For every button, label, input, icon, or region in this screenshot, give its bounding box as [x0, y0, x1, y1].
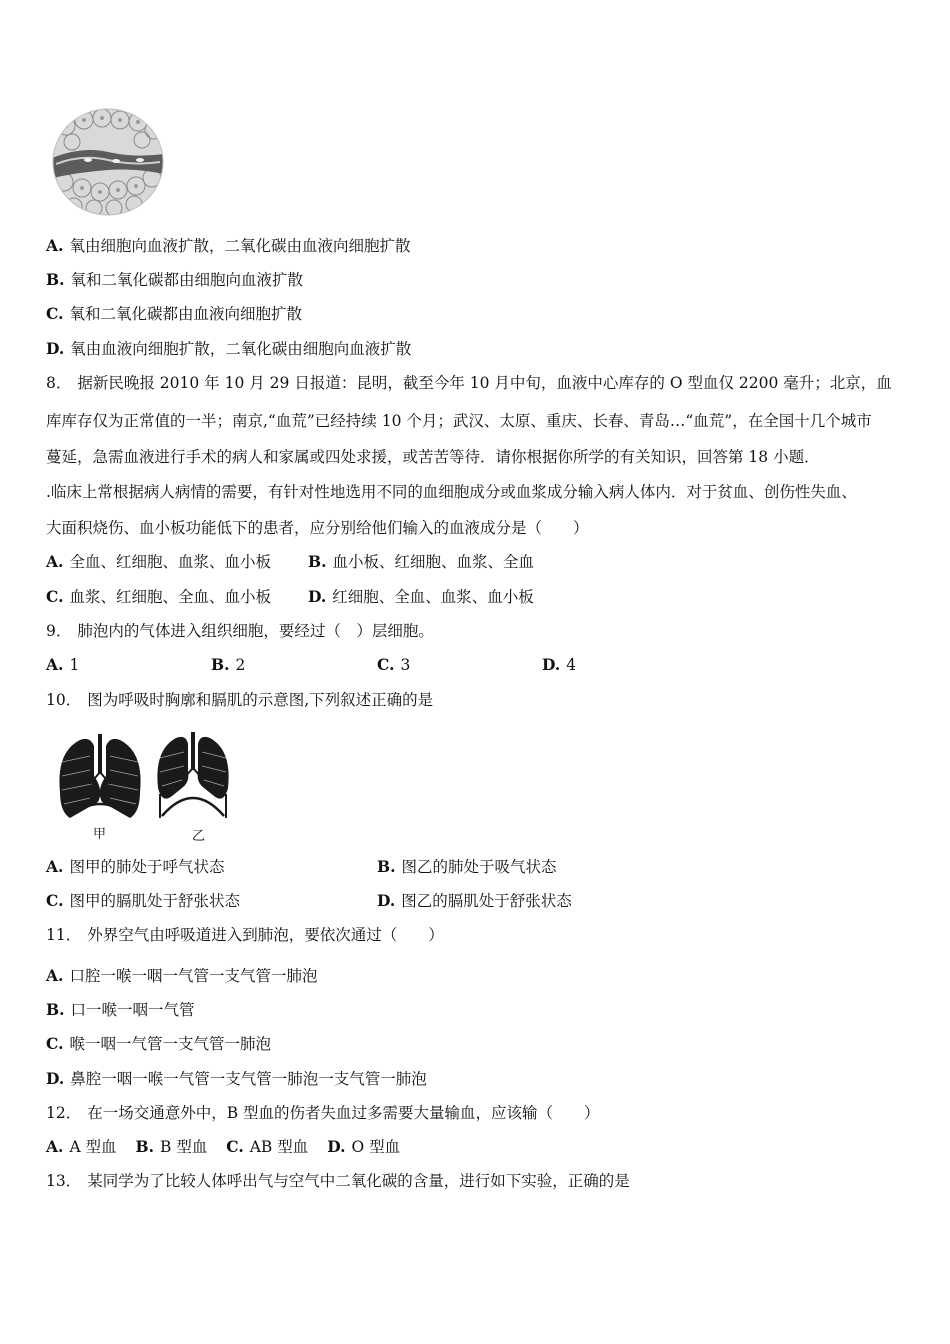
q12-stem: [46, 1103, 600, 1123]
q11-option-c[interactable]: [46, 1034, 271, 1054]
q7-option-a[interactable]: [46, 236, 410, 256]
q12-options-row: [46, 1137, 400, 1157]
q12-option-c[interactable]: [226, 1138, 308, 1156]
question-number: 13．: [46, 1172, 82, 1190]
option-text: 血浆、红细胞、全血、血小板: [69, 588, 271, 606]
q8-option-c[interactable]: [46, 587, 271, 607]
option-text: 图乙的肺处于吸气状态: [401, 858, 557, 876]
option-letter: A.: [46, 655, 64, 674]
thorax-diagram-yi: [157, 732, 228, 818]
thorax-diagram-jia: [59, 734, 140, 818]
q11-option-d[interactable]: [46, 1069, 427, 1089]
question-text: 在一场交通意外中，B 型血的伤者失血过多需要大量输血，应该输（ ）: [87, 1104, 600, 1122]
question-number: 9．: [46, 622, 72, 640]
option-text: 图甲的膈肌处于舒张状态: [69, 892, 240, 910]
option-text: 2: [235, 656, 246, 674]
option-letter: C.: [226, 1137, 244, 1156]
q8-option-b[interactable]: [308, 552, 534, 572]
figure-label-yi: 乙: [192, 829, 206, 844]
option-text: 氧由血液向细胞扩散，二氧化碳由细胞向血液扩散: [70, 340, 412, 358]
option-letter: C.: [46, 1034, 64, 1053]
option-text: 氧和二氧化碳都由血液向细胞扩散: [69, 305, 302, 323]
option-letter: B.: [46, 1000, 65, 1019]
micrograph-image: [52, 108, 164, 216]
option-text: 4: [566, 656, 577, 674]
option-text: 红细胞、全血、血浆、血小板: [332, 588, 534, 606]
question-text: 肺泡内的气体进入组织细胞，要经过（ ）层细胞。: [77, 622, 434, 640]
question-text: 据新民晚报 2010 年 10 月 29 日报道：昆明，截至今年 10 月中旬，血液中心库存的 O 型血仅 2200 毫升；北京，血: [77, 374, 892, 392]
option-text: 血小板、红细胞、血浆、全血: [332, 553, 535, 571]
q8-stem-line-4: .临床上常根据病人病情的需要，有针对性地选用不同的血细胞成分或血浆成分输入病人体内．对于贫血、创伤性失血、: [46, 483, 857, 501]
option-letter: A.: [46, 857, 64, 876]
option-letter: A.: [46, 1137, 64, 1156]
q12-option-d[interactable]: [327, 1138, 400, 1156]
option-text: O 型血: [351, 1138, 401, 1156]
q9-option-b[interactable]: [211, 655, 245, 675]
option-text: 图甲的肺处于呼气状态: [69, 858, 225, 876]
thorax-diagram: [50, 732, 240, 842]
q7-option-d[interactable]: [46, 339, 411, 359]
q11-stem: [46, 925, 444, 945]
option-letter: B.: [135, 1137, 154, 1156]
q8-option-a[interactable]: [46, 552, 271, 572]
option-letter: B.: [377, 857, 396, 876]
option-letter: D.: [377, 891, 396, 910]
option-text: 氧和二氧化碳都由细胞向血液扩散: [70, 271, 304, 289]
option-text: 图乙的膈肌处于舒张状态: [401, 892, 572, 910]
option-letter: C.: [377, 655, 395, 674]
question-text: 某同学为了比较人体呼出气与空气中二氧化碳的含量，进行如下实验，正确的是: [87, 1172, 630, 1190]
tissue-micrograph-figure: [52, 108, 164, 216]
option-text: 鼻腔一咽一喉一气管一支气管一肺泡一支气管一肺泡: [70, 1070, 427, 1088]
option-letter: A.: [46, 552, 64, 571]
q8-stem-line-5: 大面积烧伤、血小板功能低下的患者，应分别给他们输入的血液成分是（ ）: [46, 519, 589, 537]
option-text: 全血、红细胞、血浆、血小板: [69, 553, 271, 571]
q8-stem-line-2: 库库存仅为正常值的一半；南京,“血荒”已经持续 10 个月；武汉、太原、重庆、长春、青岛…“血荒”，在全国十几个城市: [46, 412, 872, 430]
option-letter: D.: [542, 655, 561, 674]
option-letter: D.: [308, 587, 327, 606]
q8-stem-line-1: [46, 373, 892, 393]
option-letter: C.: [46, 587, 64, 606]
option-letter: A.: [46, 236, 64, 255]
option-letter: C.: [46, 891, 64, 910]
q7-option-b[interactable]: [46, 270, 303, 290]
q10-option-d[interactable]: [377, 891, 572, 911]
option-text: 1: [69, 656, 80, 674]
option-text: 3: [400, 656, 411, 674]
question-text: 外界空气由呼吸道进入到肺泡，要依次通过（ ）: [87, 926, 444, 944]
option-letter: B.: [308, 552, 327, 571]
option-letter: B.: [46, 270, 65, 289]
q10-option-c[interactable]: [46, 891, 240, 911]
option-letter: A.: [46, 966, 64, 985]
option-letter: C.: [46, 304, 64, 323]
question-number: 11．: [46, 926, 82, 944]
option-text: 氧由细胞向血液扩散，二氧化碳由血液向细胞扩散: [69, 237, 411, 255]
q10-option-a[interactable]: [46, 857, 224, 877]
q11-option-b[interactable]: [46, 1000, 195, 1020]
option-letter: D.: [46, 1069, 65, 1088]
option-text: B 型血: [160, 1138, 208, 1156]
q7-option-c[interactable]: [46, 304, 302, 324]
q8-option-d[interactable]: [308, 587, 534, 607]
q12-option-a[interactable]: [46, 1138, 117, 1156]
option-text: 口一喉一咽一气管: [70, 1001, 195, 1019]
q8-stem-line-3: 蔓延，急需血液进行手术的病人和家属或四处求援，或苦苦等待．请你根据你所学的有关知识，回答第 18 小题．: [46, 448, 820, 466]
option-text: 口腔一喉一咽一气管一支气管一肺泡: [69, 967, 318, 985]
option-letter: D.: [327, 1137, 346, 1156]
q9-option-c[interactable]: [377, 655, 410, 675]
option-text: 喉一咽一气管一支气管一肺泡: [69, 1035, 271, 1053]
q12-option-b[interactable]: [136, 1138, 208, 1156]
question-text: 图为呼吸时胸廓和膈肌的示意图,下列叙述正确的是: [87, 691, 434, 709]
q11-option-a[interactable]: [46, 966, 317, 986]
q10-stem: [46, 690, 433, 710]
q10-option-b[interactable]: [377, 857, 557, 877]
thorax-diagram-figure: [50, 732, 240, 842]
option-letter: B.: [211, 655, 230, 674]
option-letter: D.: [46, 339, 65, 358]
q9-stem: [46, 621, 434, 641]
q9-option-a[interactable]: [46, 655, 79, 675]
option-text: AB 型血: [249, 1138, 309, 1156]
figure-label-jia: 甲: [93, 827, 107, 842]
option-text: A 型血: [69, 1138, 117, 1156]
question-number: 8．: [46, 374, 72, 392]
q13-stem: [46, 1171, 630, 1191]
question-number: 10．: [46, 691, 82, 709]
q9-option-d[interactable]: [542, 655, 576, 675]
question-number: 12．: [46, 1104, 82, 1122]
